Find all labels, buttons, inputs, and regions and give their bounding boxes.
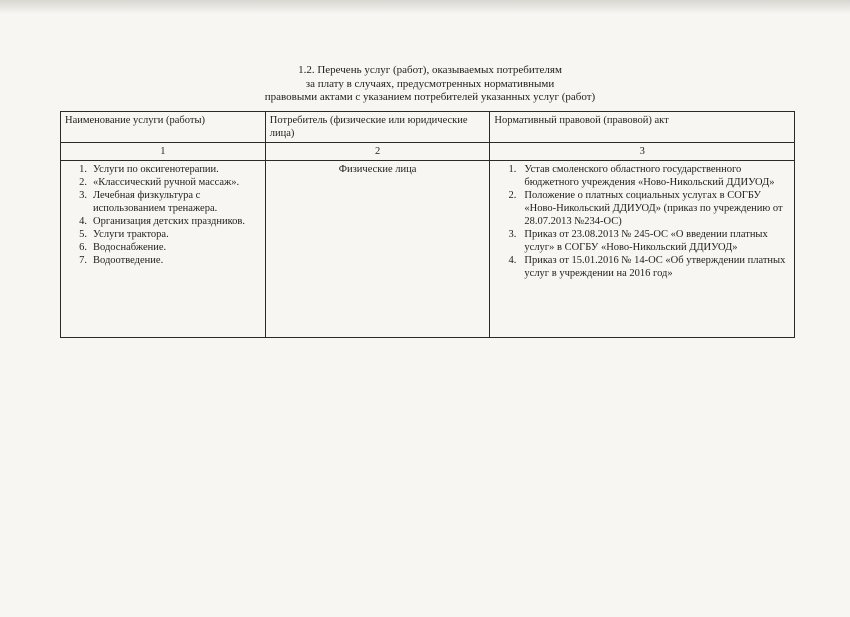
- list-item: 3. Приказ от 23.08.2013 № 245-ОС «О введении платных услуг» в СОГБУ «Ново-Никольский ДДИУОД»: [508, 229, 768, 253]
- document-heading: [150, 64, 710, 105]
- services-table: [60, 111, 795, 338]
- list-item: 6. Водоснабжение.: [79, 242, 167, 253]
- consumer-cell: Физические лица: [265, 161, 490, 338]
- list-item: 3. Лечебная физкультура с использованием тренажера.: [79, 190, 218, 214]
- heading-line-1: 1.2. Перечень услуг (работ), оказываемых потребителям: [298, 64, 562, 76]
- column-number-3: 3: [490, 143, 795, 161]
- list-item: 7. Водоотведение.: [79, 255, 164, 266]
- table-row: [61, 161, 795, 338]
- header-service-name: Наименование услуги (работы): [61, 112, 266, 143]
- column-number-1: 1: [61, 143, 266, 161]
- header-legal-act: Нормативный правовой (правовой) акт: [490, 112, 795, 143]
- list-item: 5. Услуги трактора.: [79, 229, 169, 240]
- list-item: 1. Услуги по оксигенотерапии.: [79, 164, 219, 175]
- list-item: 4. Организация детских праздников.: [79, 216, 245, 227]
- legal-acts-list: [494, 163, 790, 280]
- list-item: 1. Устав смоленского областного государственного бюджетного учреждения «Ново-Никольский ДДИУОД»: [508, 164, 775, 188]
- column-number-2: 2: [265, 143, 490, 161]
- heading-line-3: правовыми актами с указанием потребителей указанных услуг (работ): [264, 91, 596, 103]
- services-list: [65, 163, 261, 267]
- column-number-row: [61, 143, 795, 161]
- scan-edge-shadow: [0, 0, 850, 14]
- heading-line-2: за плату в случаях, предусмотренных нормативными: [305, 77, 555, 90]
- header-consumer: Потребитель (физические или юридические лица): [265, 112, 490, 143]
- services-cell: [61, 161, 266, 338]
- legal-acts-cell: [490, 161, 795, 338]
- list-item: 2. «Классический ручной массаж».: [79, 177, 240, 188]
- list-item: 2. Положение о платных социальных услугах в СОГБУ «Ново-Никольский ДДИУОД» (приказ по учреждению от 28.07.2013 №234-ОС): [508, 190, 783, 227]
- list-item: 4. Приказ от 15.01.2016 № 14-ОС «Об утверждении платных услуг в учреждении на 2016 год»: [508, 255, 786, 279]
- header-row: [61, 112, 795, 143]
